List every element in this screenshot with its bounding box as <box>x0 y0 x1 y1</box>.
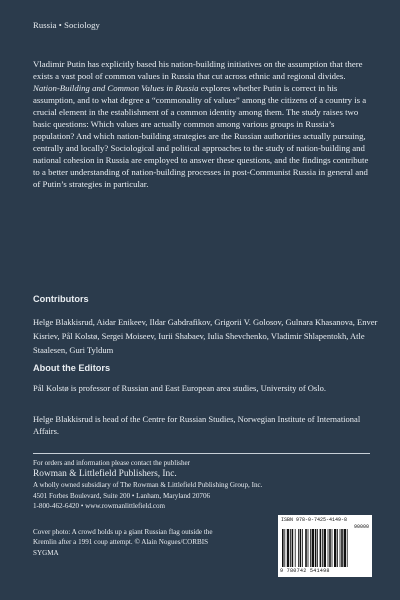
cover-photo-credit: Cover photo: A crowd holds up a giant Russian flag outside the Kremlin after a 1991 coup attempt. © Alain Nogues/CORBIS SYGMA <box>33 528 213 557</box>
isbn-barcode <box>278 515 372 577</box>
publisher-subsidiary: A wholly owned subsidiary of The Rowman & Littlefield Publishing Group, Inc. <box>33 481 263 490</box>
description-blurb <box>33 58 373 191</box>
publisher-name: Rowman & Littlefield Publishers, Inc. <box>33 469 177 480</box>
editor-bio-kolsto: Pål Kolstø is professor of Russian and East European area studies, University of Oslo. <box>33 383 326 393</box>
publisher-contact: 1-800-462-6420 • www.rowmanlittlefield.com <box>33 502 166 511</box>
book-title-italic: Nation-Building and Common Values in Russia <box>33 83 199 94</box>
blurb-part-1: Vladimir Putin has explicitly based his nation-building initiatives on the assumption that there exists a vast pool of common values in Russia that cut across ethnic and regional divides. <box>33 59 363 82</box>
blurb-part-2: explores whether Putin is correct in his assumption, and to what degree a “commonality of values” among the citizens of a country is a crucial element in the establishment of a common identity among them. The study raises two basic questions: Which values are actually common among various groups in Russia’s population? And which nation-building strategies are the Russian authorities actually pursuing, centrally and locally? Sociological and political approaches to the study of nation-building and national cohesion in Russia are employed to answer these questions, and the findings contribute to a better understanding of nation-building processes in post-Communist Russia in general and of Putin’s strategies in particular. <box>33 83 369 190</box>
publisher-info <box>33 458 333 512</box>
isbn-number: ISBN 978-0-7425-4149-8 <box>281 517 348 523</box>
editor-bio-blakkisrud: Helge Blakkisrud is head of the Centre for Russian Studies, Norwegian Institute of International Affairs. <box>33 414 361 436</box>
price-code: 90000 <box>353 524 369 530</box>
category-label: Russia • Sociology <box>33 20 100 30</box>
barcode-bars <box>281 529 369 567</box>
contributors-heading: Contributors <box>33 294 89 304</box>
publisher-address: 4501 Forbes Boulevard, Suite 200 • Lanham, Maryland 20706 <box>33 491 211 500</box>
editors-heading: About the Editors <box>33 363 111 373</box>
section-divider <box>33 453 370 454</box>
barcode-digits: 9 780742 541498 <box>280 568 330 574</box>
publisher-intro: For orders and information please contact the publisher <box>33 459 191 467</box>
contributors-list: Helge Blakkisrud, Aidar Enikeev, Ildar Gabdrafikov, Grigorii V. Golosov, Gulnara Khasanova, Enver Kisriev, Pål Kolstø, Sergei Moiseev, Iurii Shabaev, Iulia Shevchenko, Vladimir Shlapentokh, Atle Staalesen, Guri Tyldum <box>33 317 378 356</box>
